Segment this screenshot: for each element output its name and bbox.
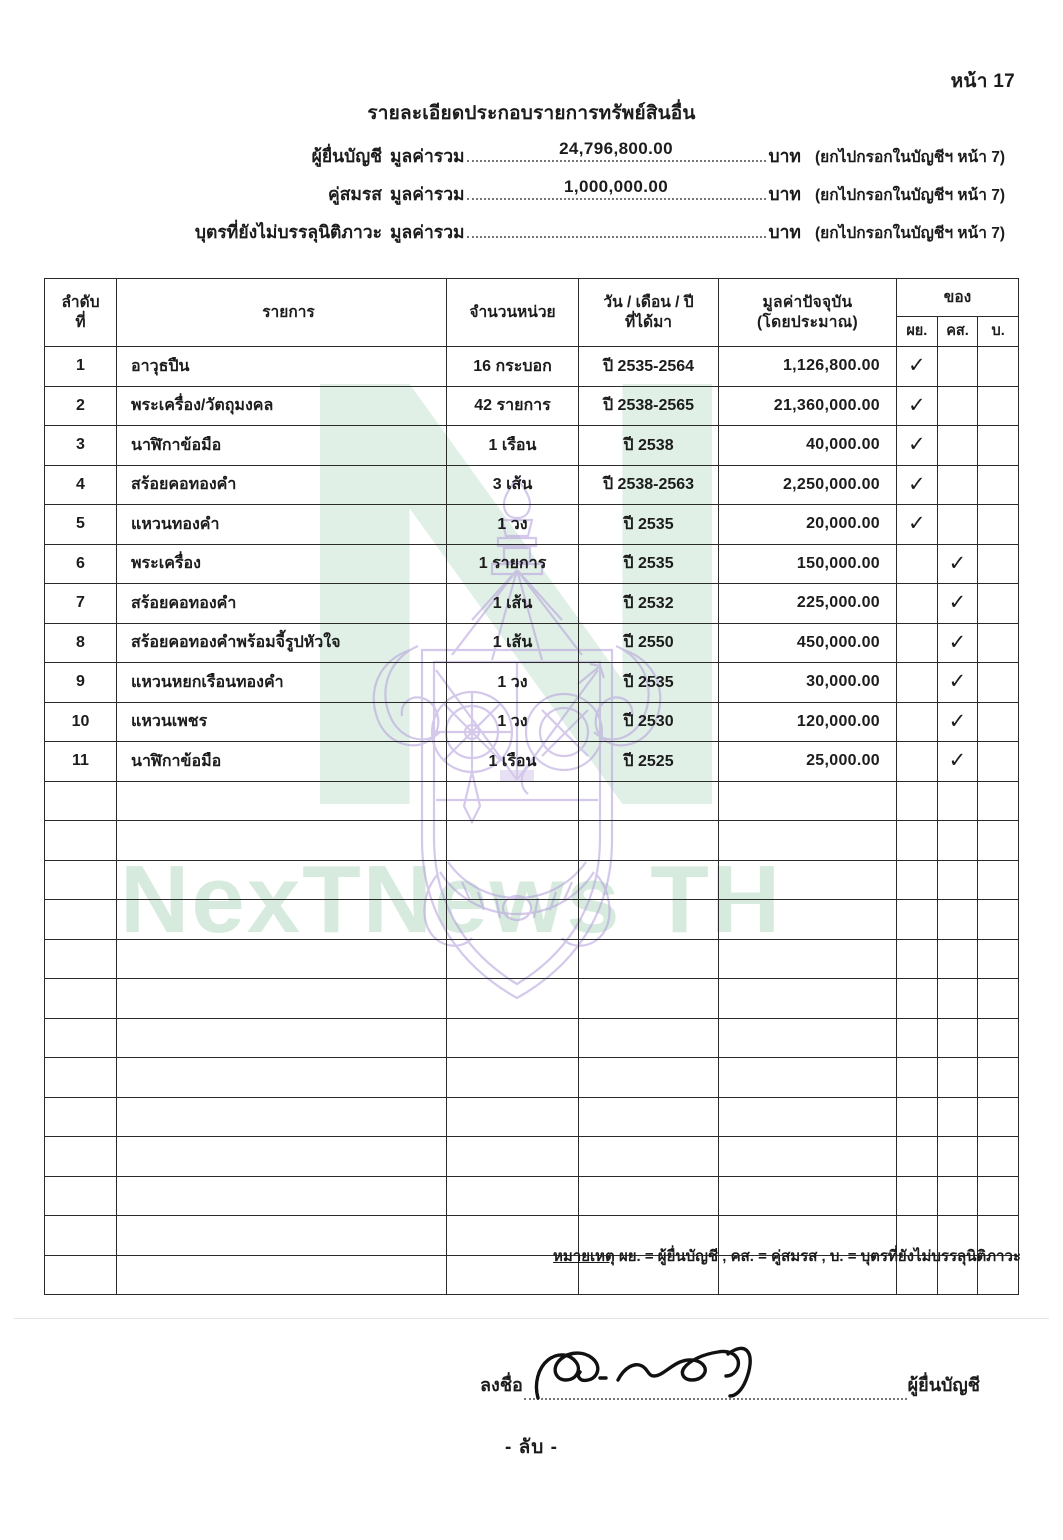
cell-empty-6 bbox=[937, 1058, 978, 1098]
check-icon: ✓ bbox=[948, 670, 967, 694]
cell-empty-5 bbox=[897, 860, 938, 900]
cell-date: ปี 2525 bbox=[579, 742, 719, 782]
cell-empty-3 bbox=[579, 900, 719, 940]
signature-line bbox=[524, 1374, 907, 1400]
cell-empty-6 bbox=[937, 900, 978, 940]
table-row-empty bbox=[45, 781, 1019, 821]
table-row bbox=[45, 465, 1019, 505]
cell-value: 1,126,800.00 bbox=[719, 347, 897, 387]
cell-item: แหวนหยกเรือนทองคำ bbox=[117, 663, 447, 703]
check-icon: ✓ bbox=[908, 354, 926, 378]
cell-value: 450,000.00 bbox=[719, 623, 897, 663]
header-no-line1: ลำดับ bbox=[61, 294, 100, 312]
summary-row-declarant bbox=[60, 139, 1005, 180]
green-text-watermark: NexTNews TH bbox=[120, 846, 783, 953]
scan-divider-line bbox=[14, 1318, 1049, 1319]
summary-row-child bbox=[60, 218, 1005, 256]
cell-owner-self bbox=[897, 702, 938, 742]
cell-empty-1 bbox=[117, 821, 447, 861]
cell-empty-1 bbox=[117, 900, 447, 940]
summary-unit-declarant: บาท bbox=[768, 146, 801, 166]
cell-owner-spouse bbox=[937, 544, 978, 584]
cell-date: ปี 2530 bbox=[579, 702, 719, 742]
cell-owner-self bbox=[897, 465, 938, 505]
cell-qty: 1 เส้น bbox=[447, 623, 579, 663]
header-cell-value bbox=[719, 279, 897, 347]
cell-date: ปี 2538-2563 bbox=[579, 465, 719, 505]
cell-empty-0 bbox=[45, 1018, 117, 1058]
cell-no: 9 bbox=[45, 663, 117, 703]
cell-empty-1 bbox=[117, 1097, 447, 1137]
cell-owner-child bbox=[978, 742, 1019, 782]
header-date-line1: วัน / เดือน / ปี bbox=[603, 294, 694, 312]
cell-item: สร้อยคอทองคำพร้อมจี้รูปหัวใจ bbox=[117, 623, 447, 663]
header-cell-owner-group: ของ bbox=[897, 279, 1019, 317]
table-row bbox=[45, 347, 1019, 387]
cell-empty-2 bbox=[447, 781, 579, 821]
cell-owner-child bbox=[978, 584, 1019, 624]
header-cell-qty: จำนวนหน่วย bbox=[447, 279, 579, 347]
cell-empty-0 bbox=[45, 1255, 117, 1295]
cell-empty-0 bbox=[45, 1097, 117, 1137]
cell-empty-0 bbox=[45, 979, 117, 1019]
header-cell-owner-spouse: คส. bbox=[937, 317, 978, 347]
cell-empty-7 bbox=[978, 1058, 1019, 1098]
cell-empty-5 bbox=[897, 979, 938, 1019]
cell-date: ปี 2550 bbox=[579, 623, 719, 663]
cell-empty-7 bbox=[978, 860, 1019, 900]
cell-qty: 3 เส้น bbox=[447, 465, 579, 505]
cell-empty-3 bbox=[579, 1097, 719, 1137]
table-row bbox=[45, 426, 1019, 466]
cell-empty-0 bbox=[45, 939, 117, 979]
summary-note-spouse: (ยกไปกรอกในบัญชีฯ หน้า 7) bbox=[814, 187, 1005, 204]
check-icon: ✓ bbox=[908, 433, 926, 457]
cell-empty-6 bbox=[937, 979, 978, 1019]
cell-item: อาวุธปืน bbox=[117, 347, 447, 387]
cell-no: 6 bbox=[45, 544, 117, 584]
signature-role-label: ผู้ยื่นบัญชี bbox=[907, 1375, 980, 1395]
asset-table bbox=[44, 278, 1019, 1295]
table-row-empty bbox=[45, 1018, 1019, 1058]
cell-item: สร้อยคอทองคำ bbox=[117, 465, 447, 505]
cell-owner-spouse bbox=[937, 347, 978, 387]
table-row-empty bbox=[45, 979, 1019, 1019]
cell-owner-child bbox=[978, 505, 1019, 545]
cell-owner-child bbox=[978, 663, 1019, 703]
cell-empty-1 bbox=[117, 1018, 447, 1058]
cell-empty-4 bbox=[719, 900, 897, 940]
cell-owner-child bbox=[978, 426, 1019, 466]
cell-owner-self bbox=[897, 584, 938, 624]
cell-empty-4 bbox=[719, 979, 897, 1019]
cell-owner-child bbox=[978, 386, 1019, 426]
cell-owner-spouse bbox=[937, 584, 978, 624]
cell-owner-spouse bbox=[937, 742, 978, 782]
cell-value: 2,250,000.00 bbox=[719, 465, 897, 505]
table-row-empty bbox=[45, 1137, 1019, 1177]
cell-date: ปี 2535-2564 bbox=[579, 347, 719, 387]
cell-owner-self bbox=[897, 505, 938, 545]
cell-empty-0 bbox=[45, 860, 117, 900]
summary-unit-child: บาท bbox=[768, 222, 801, 242]
classification-footer: - ลับ - bbox=[505, 1437, 558, 1458]
summary-total-word-declarant: มูลค่ารวม bbox=[390, 146, 465, 166]
cell-empty-2 bbox=[447, 1058, 579, 1098]
cell-empty-3 bbox=[579, 781, 719, 821]
cell-empty-5 bbox=[897, 1058, 938, 1098]
cell-empty-6 bbox=[937, 1018, 978, 1058]
cell-owner-self bbox=[897, 386, 938, 426]
table-row bbox=[45, 663, 1019, 703]
cell-owner-child bbox=[978, 465, 1019, 505]
summary-block bbox=[60, 139, 1005, 256]
cell-owner-spouse bbox=[937, 623, 978, 663]
table-row bbox=[45, 584, 1019, 624]
asset-table-body bbox=[45, 347, 1019, 1295]
table-row-empty bbox=[45, 1058, 1019, 1098]
summary-value-spouse: 1,000,000.00 bbox=[564, 177, 669, 196]
cell-empty-5 bbox=[897, 900, 938, 940]
cell-owner-self bbox=[897, 663, 938, 703]
cell-empty-4 bbox=[719, 1097, 897, 1137]
table-row-empty bbox=[45, 1176, 1019, 1216]
header-cell-owner-self: ผย. bbox=[897, 317, 938, 347]
cell-empty-6 bbox=[937, 1137, 978, 1177]
check-icon: ✓ bbox=[948, 749, 967, 773]
cell-empty-2 bbox=[447, 1018, 579, 1058]
cell-empty-4 bbox=[719, 1018, 897, 1058]
signature-block bbox=[480, 1370, 980, 1400]
header-cell-item: รายการ bbox=[117, 279, 447, 347]
table-row bbox=[45, 386, 1019, 426]
cell-owner-spouse bbox=[937, 663, 978, 703]
summary-value-field-declarant bbox=[467, 139, 766, 162]
check-icon: ✓ bbox=[948, 630, 967, 654]
cell-no: 3 bbox=[45, 426, 117, 466]
cell-empty-0 bbox=[45, 1216, 117, 1256]
cell-empty-1 bbox=[117, 979, 447, 1019]
cell-empty-7 bbox=[978, 1097, 1019, 1137]
cell-empty-2 bbox=[447, 1137, 579, 1177]
cell-empty-7 bbox=[978, 939, 1019, 979]
cell-empty-2 bbox=[447, 979, 579, 1019]
cell-empty-5 bbox=[897, 1018, 938, 1058]
table-legend-note bbox=[553, 1244, 1021, 1268]
cell-qty: 1 เรือน bbox=[447, 742, 579, 782]
cell-date: ปี 2535 bbox=[579, 505, 719, 545]
cell-empty-2 bbox=[447, 939, 579, 979]
summary-label-declarant: ผู้ยื่นบัญชี bbox=[311, 146, 382, 166]
cell-no: 10 bbox=[45, 702, 117, 742]
cell-empty-3 bbox=[579, 939, 719, 979]
cell-empty-5 bbox=[897, 821, 938, 861]
summary-note-declarant: (ยกไปกรอกในบัญชีฯ หน้า 7) bbox=[814, 149, 1005, 166]
cell-qty: 1 วง bbox=[447, 702, 579, 742]
summary-value-field-spouse bbox=[467, 177, 766, 200]
cell-no: 1 bbox=[45, 347, 117, 387]
cell-empty-4 bbox=[719, 781, 897, 821]
cell-empty-6 bbox=[937, 821, 978, 861]
cell-empty-0 bbox=[45, 821, 117, 861]
asset-table-header-row bbox=[45, 279, 1019, 317]
cell-owner-spouse bbox=[937, 505, 978, 545]
table-legend-body: ผย. = ผู้ยื่นบัญชี , คส. = คู่สมรส , บ. = บุตรที่ยังไม่บรรลุนิติภาวะ bbox=[614, 1248, 1021, 1265]
cell-qty: 1 เส้น bbox=[447, 584, 579, 624]
cell-empty-1 bbox=[117, 781, 447, 821]
cell-owner-self bbox=[897, 544, 938, 584]
cell-empty-3 bbox=[579, 1176, 719, 1216]
cell-empty-2 bbox=[447, 860, 579, 900]
cell-empty-5 bbox=[897, 1137, 938, 1177]
cell-qty: 1 เรือน bbox=[447, 426, 579, 466]
table-legend-prefix: หมายเหตุ bbox=[553, 1248, 615, 1265]
cell-empty-6 bbox=[937, 860, 978, 900]
header-cell-date bbox=[579, 279, 719, 347]
cell-empty-3 bbox=[579, 821, 719, 861]
cell-empty-7 bbox=[978, 1176, 1019, 1216]
cell-empty-1 bbox=[117, 1216, 447, 1256]
cell-item: พระเครื่อง/วัตถุมงคล bbox=[117, 386, 447, 426]
header-value-line2: (โดยประมาณ) bbox=[757, 313, 858, 331]
cell-item: สร้อยคอทองคำ bbox=[117, 584, 447, 624]
header-date-line2: ที่ได้มา bbox=[625, 313, 672, 331]
cell-empty-4 bbox=[719, 1058, 897, 1098]
page-title: รายละเอียดประกอบรายการทรัพย์สินอื่น bbox=[367, 103, 696, 124]
check-icon: ✓ bbox=[908, 472, 926, 496]
cell-value: 20,000.00 bbox=[719, 505, 897, 545]
cell-owner-self bbox=[897, 623, 938, 663]
cell-owner-self bbox=[897, 742, 938, 782]
cell-empty-3 bbox=[579, 860, 719, 900]
cell-date: ปี 2532 bbox=[579, 584, 719, 624]
cell-empty-7 bbox=[978, 821, 1019, 861]
table-row-empty bbox=[45, 1097, 1019, 1137]
table-row-empty bbox=[45, 939, 1019, 979]
cell-empty-5 bbox=[897, 939, 938, 979]
summary-value-declarant: 24,796,800.00 bbox=[559, 139, 673, 158]
cell-empty-6 bbox=[937, 1176, 978, 1216]
cell-empty-6 bbox=[937, 939, 978, 979]
cell-value: 150,000.00 bbox=[719, 544, 897, 584]
cell-empty-2 bbox=[447, 821, 579, 861]
signature-label: ลงชื่อ bbox=[480, 1375, 523, 1395]
cell-item: พระเครื่อง bbox=[117, 544, 447, 584]
cell-owner-child bbox=[978, 347, 1019, 387]
cell-owner-spouse bbox=[937, 702, 978, 742]
cell-empty-5 bbox=[897, 1176, 938, 1216]
cell-qty: 1 วง bbox=[447, 505, 579, 545]
cell-empty-0 bbox=[45, 1058, 117, 1098]
cell-item: นาฬิกาข้อมือ bbox=[117, 426, 447, 466]
cell-qty: 16 กระบอก bbox=[447, 347, 579, 387]
table-row bbox=[45, 742, 1019, 782]
cell-empty-4 bbox=[719, 860, 897, 900]
cell-no: 4 bbox=[45, 465, 117, 505]
cell-empty-0 bbox=[45, 781, 117, 821]
cell-empty-4 bbox=[719, 821, 897, 861]
summary-row-spouse bbox=[60, 177, 1005, 218]
cell-empty-7 bbox=[978, 900, 1019, 940]
table-row-empty bbox=[45, 821, 1019, 861]
table-row-empty bbox=[45, 900, 1019, 940]
check-icon: ✓ bbox=[908, 512, 926, 536]
asset-table-head bbox=[45, 279, 1019, 347]
cell-empty-4 bbox=[719, 1176, 897, 1216]
cell-date: ปี 2535 bbox=[579, 663, 719, 703]
table-row-empty bbox=[45, 860, 1019, 900]
cell-empty-6 bbox=[937, 1097, 978, 1137]
check-icon: ✓ bbox=[948, 591, 967, 615]
cell-empty-3 bbox=[579, 1018, 719, 1058]
cell-empty-4 bbox=[719, 939, 897, 979]
cell-empty-0 bbox=[45, 1176, 117, 1216]
cell-empty-1 bbox=[117, 860, 447, 900]
cell-empty-7 bbox=[978, 1137, 1019, 1177]
table-row bbox=[45, 505, 1019, 545]
cell-owner-child bbox=[978, 623, 1019, 663]
cell-empty-0 bbox=[45, 900, 117, 940]
cell-item: แหวนทองคำ bbox=[117, 505, 447, 545]
header-value-line1: มูลค่าปัจจุบัน bbox=[762, 294, 853, 312]
check-icon: ✓ bbox=[948, 551, 967, 575]
cell-empty-2 bbox=[447, 1176, 579, 1216]
cell-value: 40,000.00 bbox=[719, 426, 897, 466]
cell-value: 21,360,000.00 bbox=[719, 386, 897, 426]
cell-empty-1 bbox=[117, 939, 447, 979]
summary-label-spouse: คู่สมรส bbox=[327, 184, 382, 204]
header-cell-owner-child: บ. bbox=[978, 317, 1019, 347]
cell-owner-child bbox=[978, 702, 1019, 742]
summary-unit-spouse: บาท bbox=[768, 184, 801, 204]
cell-owner-spouse bbox=[937, 426, 978, 466]
check-icon: ✓ bbox=[908, 393, 926, 417]
cell-no: 8 bbox=[45, 623, 117, 663]
cell-owner-child bbox=[978, 544, 1019, 584]
cell-empty-6 bbox=[937, 781, 978, 821]
table-row bbox=[45, 623, 1019, 663]
summary-total-word-spouse: มูลค่ารวม bbox=[390, 184, 465, 204]
cell-empty-0 bbox=[45, 1137, 117, 1177]
cell-date: ปี 2538 bbox=[579, 426, 719, 466]
summary-total-word-child: มูลค่ารวม bbox=[390, 222, 465, 242]
cell-empty-5 bbox=[897, 781, 938, 821]
cell-no: 2 bbox=[45, 386, 117, 426]
cell-qty: 42 รายการ bbox=[447, 386, 579, 426]
cell-item: นาฬิกาข้อมือ bbox=[117, 742, 447, 782]
cell-empty-7 bbox=[978, 1018, 1019, 1058]
cell-owner-spouse bbox=[937, 386, 978, 426]
cell-qty: 1 รายการ bbox=[447, 544, 579, 584]
header-no-line2: ที่ bbox=[75, 313, 86, 331]
cell-empty-5 bbox=[897, 1097, 938, 1137]
cell-date: ปี 2538-2565 bbox=[579, 386, 719, 426]
cell-empty-7 bbox=[978, 781, 1019, 821]
cell-no: 7 bbox=[45, 584, 117, 624]
cell-empty-4 bbox=[719, 1137, 897, 1177]
cell-empty-7 bbox=[978, 979, 1019, 1019]
cell-empty-3 bbox=[579, 1137, 719, 1177]
cell-empty-1 bbox=[117, 1176, 447, 1216]
summary-value-field-child bbox=[467, 218, 766, 238]
cell-owner-self bbox=[897, 426, 938, 466]
cell-empty-2 bbox=[447, 1097, 579, 1137]
cell-item: แหวนเพชร bbox=[117, 702, 447, 742]
cell-empty-2 bbox=[447, 900, 579, 940]
cell-empty-1 bbox=[117, 1058, 447, 1098]
cell-value: 30,000.00 bbox=[719, 663, 897, 703]
cell-owner-self bbox=[897, 347, 938, 387]
cell-value: 120,000.00 bbox=[719, 702, 897, 742]
cell-date: ปี 2535 bbox=[579, 544, 719, 584]
cell-empty-1 bbox=[117, 1255, 447, 1295]
check-icon: ✓ bbox=[948, 709, 967, 733]
table-row bbox=[45, 544, 1019, 584]
summary-label-child: บุตรที่ยังไม่บรรลุนิติภาวะ bbox=[194, 222, 382, 242]
handwritten-signature bbox=[532, 1340, 782, 1402]
cell-no: 11 bbox=[45, 742, 117, 782]
cell-value: 25,000.00 bbox=[719, 742, 897, 782]
cell-owner-spouse bbox=[937, 465, 978, 505]
cell-empty-1 bbox=[117, 1137, 447, 1177]
cell-qty: 1 วง bbox=[447, 663, 579, 703]
header-cell-no bbox=[45, 279, 117, 347]
cell-no: 5 bbox=[45, 505, 117, 545]
summary-note-child: (ยกไปกรอกในบัญชีฯ หน้า 7) bbox=[814, 225, 1005, 242]
table-row bbox=[45, 702, 1019, 742]
page-number: หน้า 17 bbox=[950, 71, 1015, 92]
cell-empty-3 bbox=[579, 979, 719, 1019]
cell-value: 225,000.00 bbox=[719, 584, 897, 624]
cell-empty-3 bbox=[579, 1058, 719, 1098]
